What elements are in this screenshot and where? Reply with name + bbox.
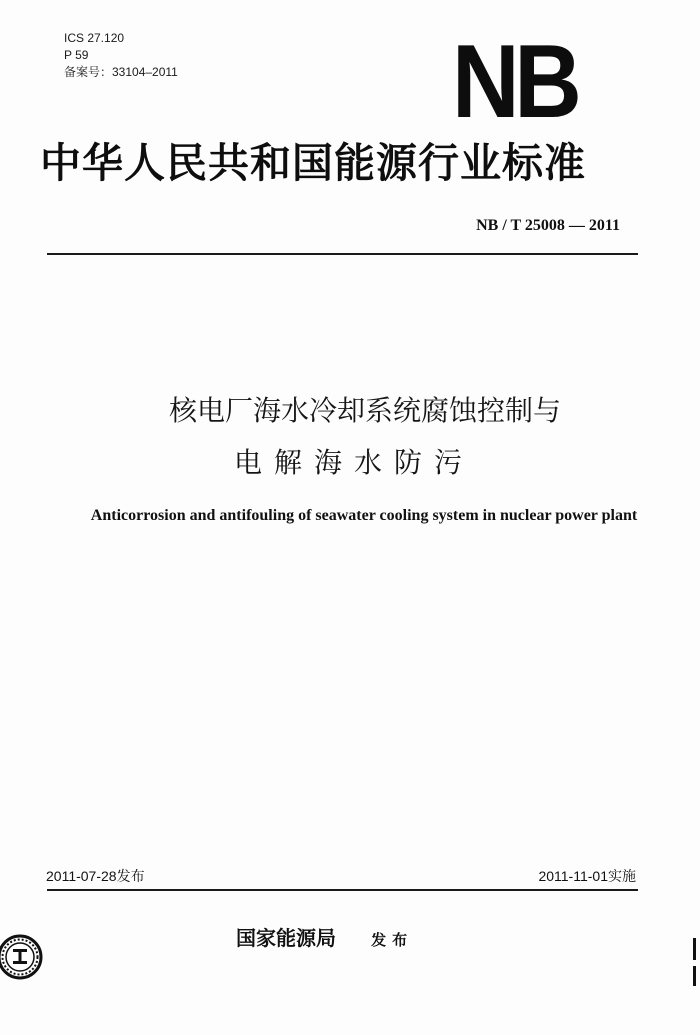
ccs-code: P 59: [64, 48, 89, 62]
scan-edge-mark: [693, 938, 696, 960]
chinese-title-line-2: 电解海水防污: [233, 446, 474, 479]
nb-logo: NB: [452, 24, 577, 140]
english-title: Anticorrosion and antifouling of seawater cooling system in nuclear power plant: [90, 507, 638, 524]
standard-number: NB / T 25008 — 2011: [476, 217, 620, 234]
issuing-authority: [236, 922, 413, 951]
top-divider: [47, 253, 638, 255]
bottom-divider: [47, 889, 638, 891]
publisher-seal-icon: [0, 928, 46, 986]
classification-block: [64, 30, 178, 81]
standard-category-title: 中华人民共和国能源行业标准: [40, 139, 586, 187]
chinese-title-line-1: 核电厂海水冷却系统腐蚀控制与: [168, 394, 561, 427]
ics-code: ICS 27.120: [64, 31, 125, 45]
issue-date: 2011-07-28发布: [46, 868, 145, 884]
issuer-verb: 发布: [371, 931, 414, 949]
issuer-name: 国家能源局: [236, 926, 336, 950]
scan-edge-mark: [693, 966, 696, 986]
implementation-date: 2011-11-01实施: [538, 868, 636, 884]
record-number: 备案号：33104–2011: [64, 65, 178, 79]
chinese-title: [0, 385, 700, 489]
